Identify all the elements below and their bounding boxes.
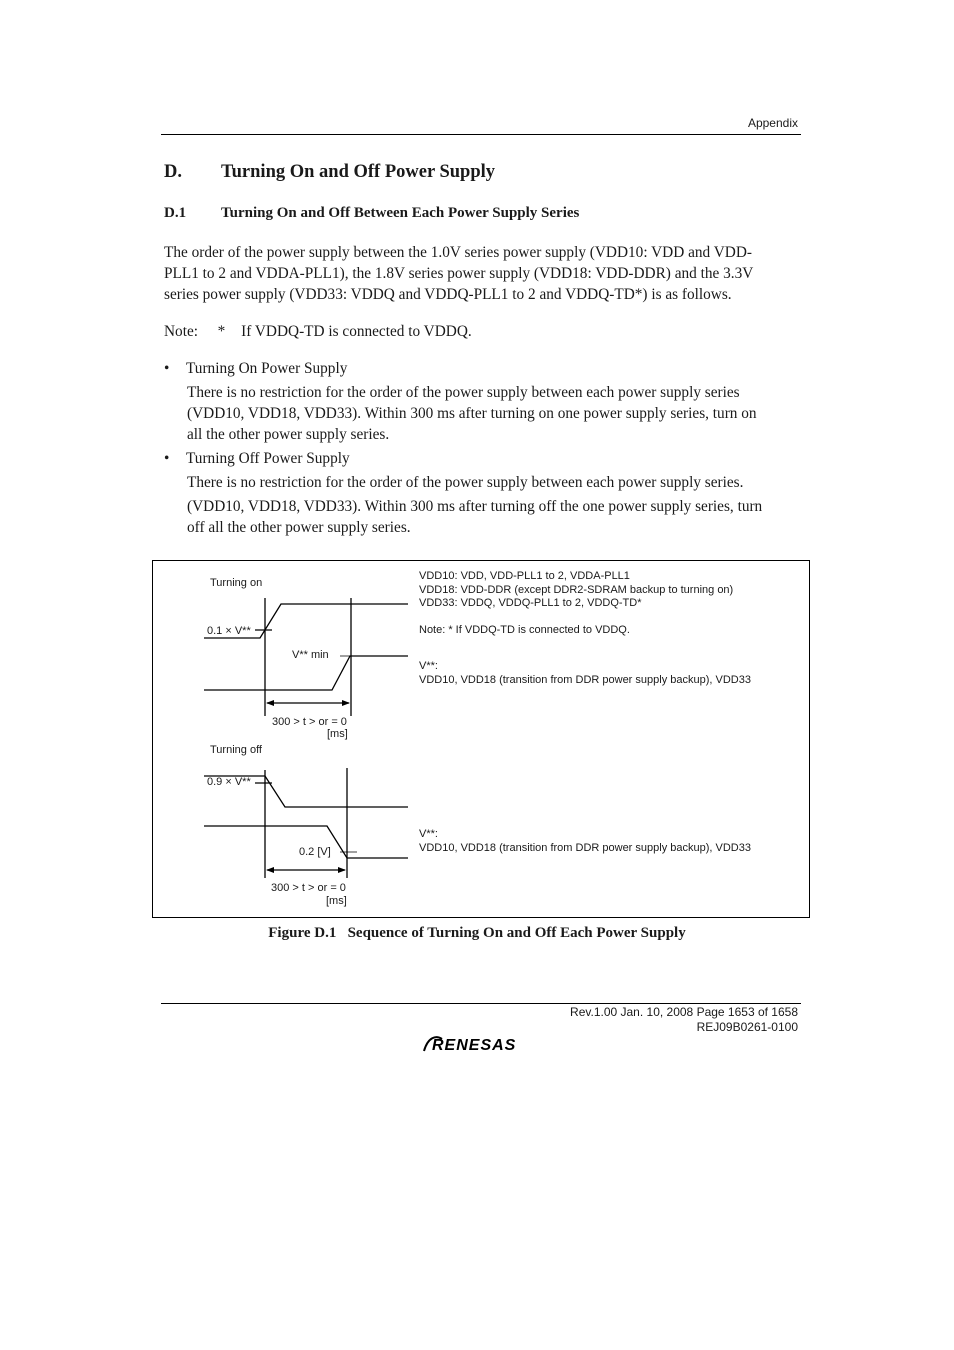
- v-label: V**:: [419, 660, 438, 672]
- bullet-line: (VDD10, VDD18, VDD33). Within 300 ms after turning off the one power supply series, turn: [187, 498, 763, 515]
- v-desc: VDD10, VDD18 (transition from DDR power supply backup), VDD33: [419, 841, 751, 854]
- footer-info: [570, 1005, 798, 1035]
- figure-legend: [419, 570, 733, 611]
- intro-line: series power supply (VDD33: VDDQ and VDDQ-PLL1 to 2 and VDDQ-TD*) is as follows.: [164, 286, 732, 303]
- off-unit-label: [ms]: [326, 895, 347, 907]
- bullet-dot: •: [164, 360, 170, 377]
- bullet-title: Turning On Power Supply: [186, 360, 348, 377]
- on-title: Turning on: [210, 577, 263, 589]
- note-text: If VDDQ-TD is connected to VDDQ.: [241, 323, 472, 340]
- intro-line: PLL1 to 2 and VDDA-PLL1), the 1.8V series power supply (VDD18: VDD-DDR) and the 3.3V: [164, 265, 754, 282]
- header-section-label: Appendix: [747, 116, 798, 130]
- legend-vdd33: VDD33: VDDQ, VDDQ-PLL1 to 2, VDDQ-TD*: [419, 597, 642, 609]
- section-title: Turning On and Off Power Supply: [221, 162, 495, 182]
- legend-vdd18: VDD18: VDD-DDR (except DDR2-SDRAM backup to turning on): [419, 583, 734, 596]
- arrowhead-right: [338, 867, 346, 873]
- footer-doc-code: REJ09B0261-0100: [696, 1020, 798, 1034]
- note-mark: *: [217, 323, 226, 340]
- subsection-number: D.1: [164, 205, 187, 221]
- bullet-line: all the other power supply series.: [187, 426, 390, 443]
- v-definition-on: [419, 660, 751, 687]
- bullet-title: Turning Off Power Supply: [186, 450, 350, 467]
- intro-line: The order of the power supply between the 1.0V series power supply (VDD10: VDD and VDD-: [164, 244, 752, 261]
- logo-text: RENESAS: [432, 1037, 517, 1054]
- caption-number: Figure D.1: [268, 925, 337, 941]
- footer-rule: [161, 1003, 801, 1004]
- v-definition-off: [419, 828, 751, 855]
- footer-revision: Rev.1.00 Jan. 10, 2008 Page 1653 of 1658: [570, 1005, 798, 1019]
- bullet-line: (VDD10, VDD18, VDD33). Within 300 ms after turning on one power supply series, turn on: [187, 405, 757, 422]
- v-label: V**:: [419, 828, 438, 840]
- note-label: Note:: [164, 323, 198, 340]
- on-time-label: 300 > t > or = 0: [272, 716, 347, 728]
- off-threshold-label: 0.9 × V**: [207, 776, 251, 788]
- off-level-label: 0.2 [V]: [299, 846, 331, 858]
- arrowhead-left: [266, 867, 274, 873]
- off-title: Turning off: [210, 744, 262, 756]
- on-threshold-label: 0.1 × V**: [207, 625, 251, 637]
- arrowhead-left: [266, 700, 274, 706]
- figure-caption: [0, 925, 954, 942]
- renesas-logo-mark: [422, 1033, 542, 1055]
- caption-title: Sequence of Turning On and Off Each Power Supply: [347, 925, 686, 941]
- bullet-line: There is no restriction for the order of the power supply between each power supply series: [187, 384, 740, 401]
- off-time-label: 300 > t > or = 0: [271, 882, 346, 894]
- legend-note: Note: * If VDDQ-TD is connected to VDDQ.: [419, 624, 630, 636]
- on-min-label: V** min: [292, 649, 329, 661]
- v-desc: VDD10, VDD18 (transition from DDR power supply backup), VDD33: [419, 673, 751, 686]
- bullet-dot: •: [164, 450, 170, 467]
- legend-vdd10: VDD10: VDD, VDD-PLL1 to 2, VDDA-PLL1: [419, 570, 630, 582]
- arrowhead-right: [342, 700, 350, 706]
- subsection-title: Turning On and Off Between Each Power Supply Series: [221, 205, 580, 221]
- bullet-line: off all the other power supply series.: [187, 519, 411, 536]
- section-number: D.: [164, 162, 182, 182]
- bullet-line: There is no restriction for the order of the power supply between each power supply series.: [187, 474, 744, 491]
- on-unit-label: [ms]: [327, 728, 348, 740]
- renesas-logo: [422, 1033, 542, 1060]
